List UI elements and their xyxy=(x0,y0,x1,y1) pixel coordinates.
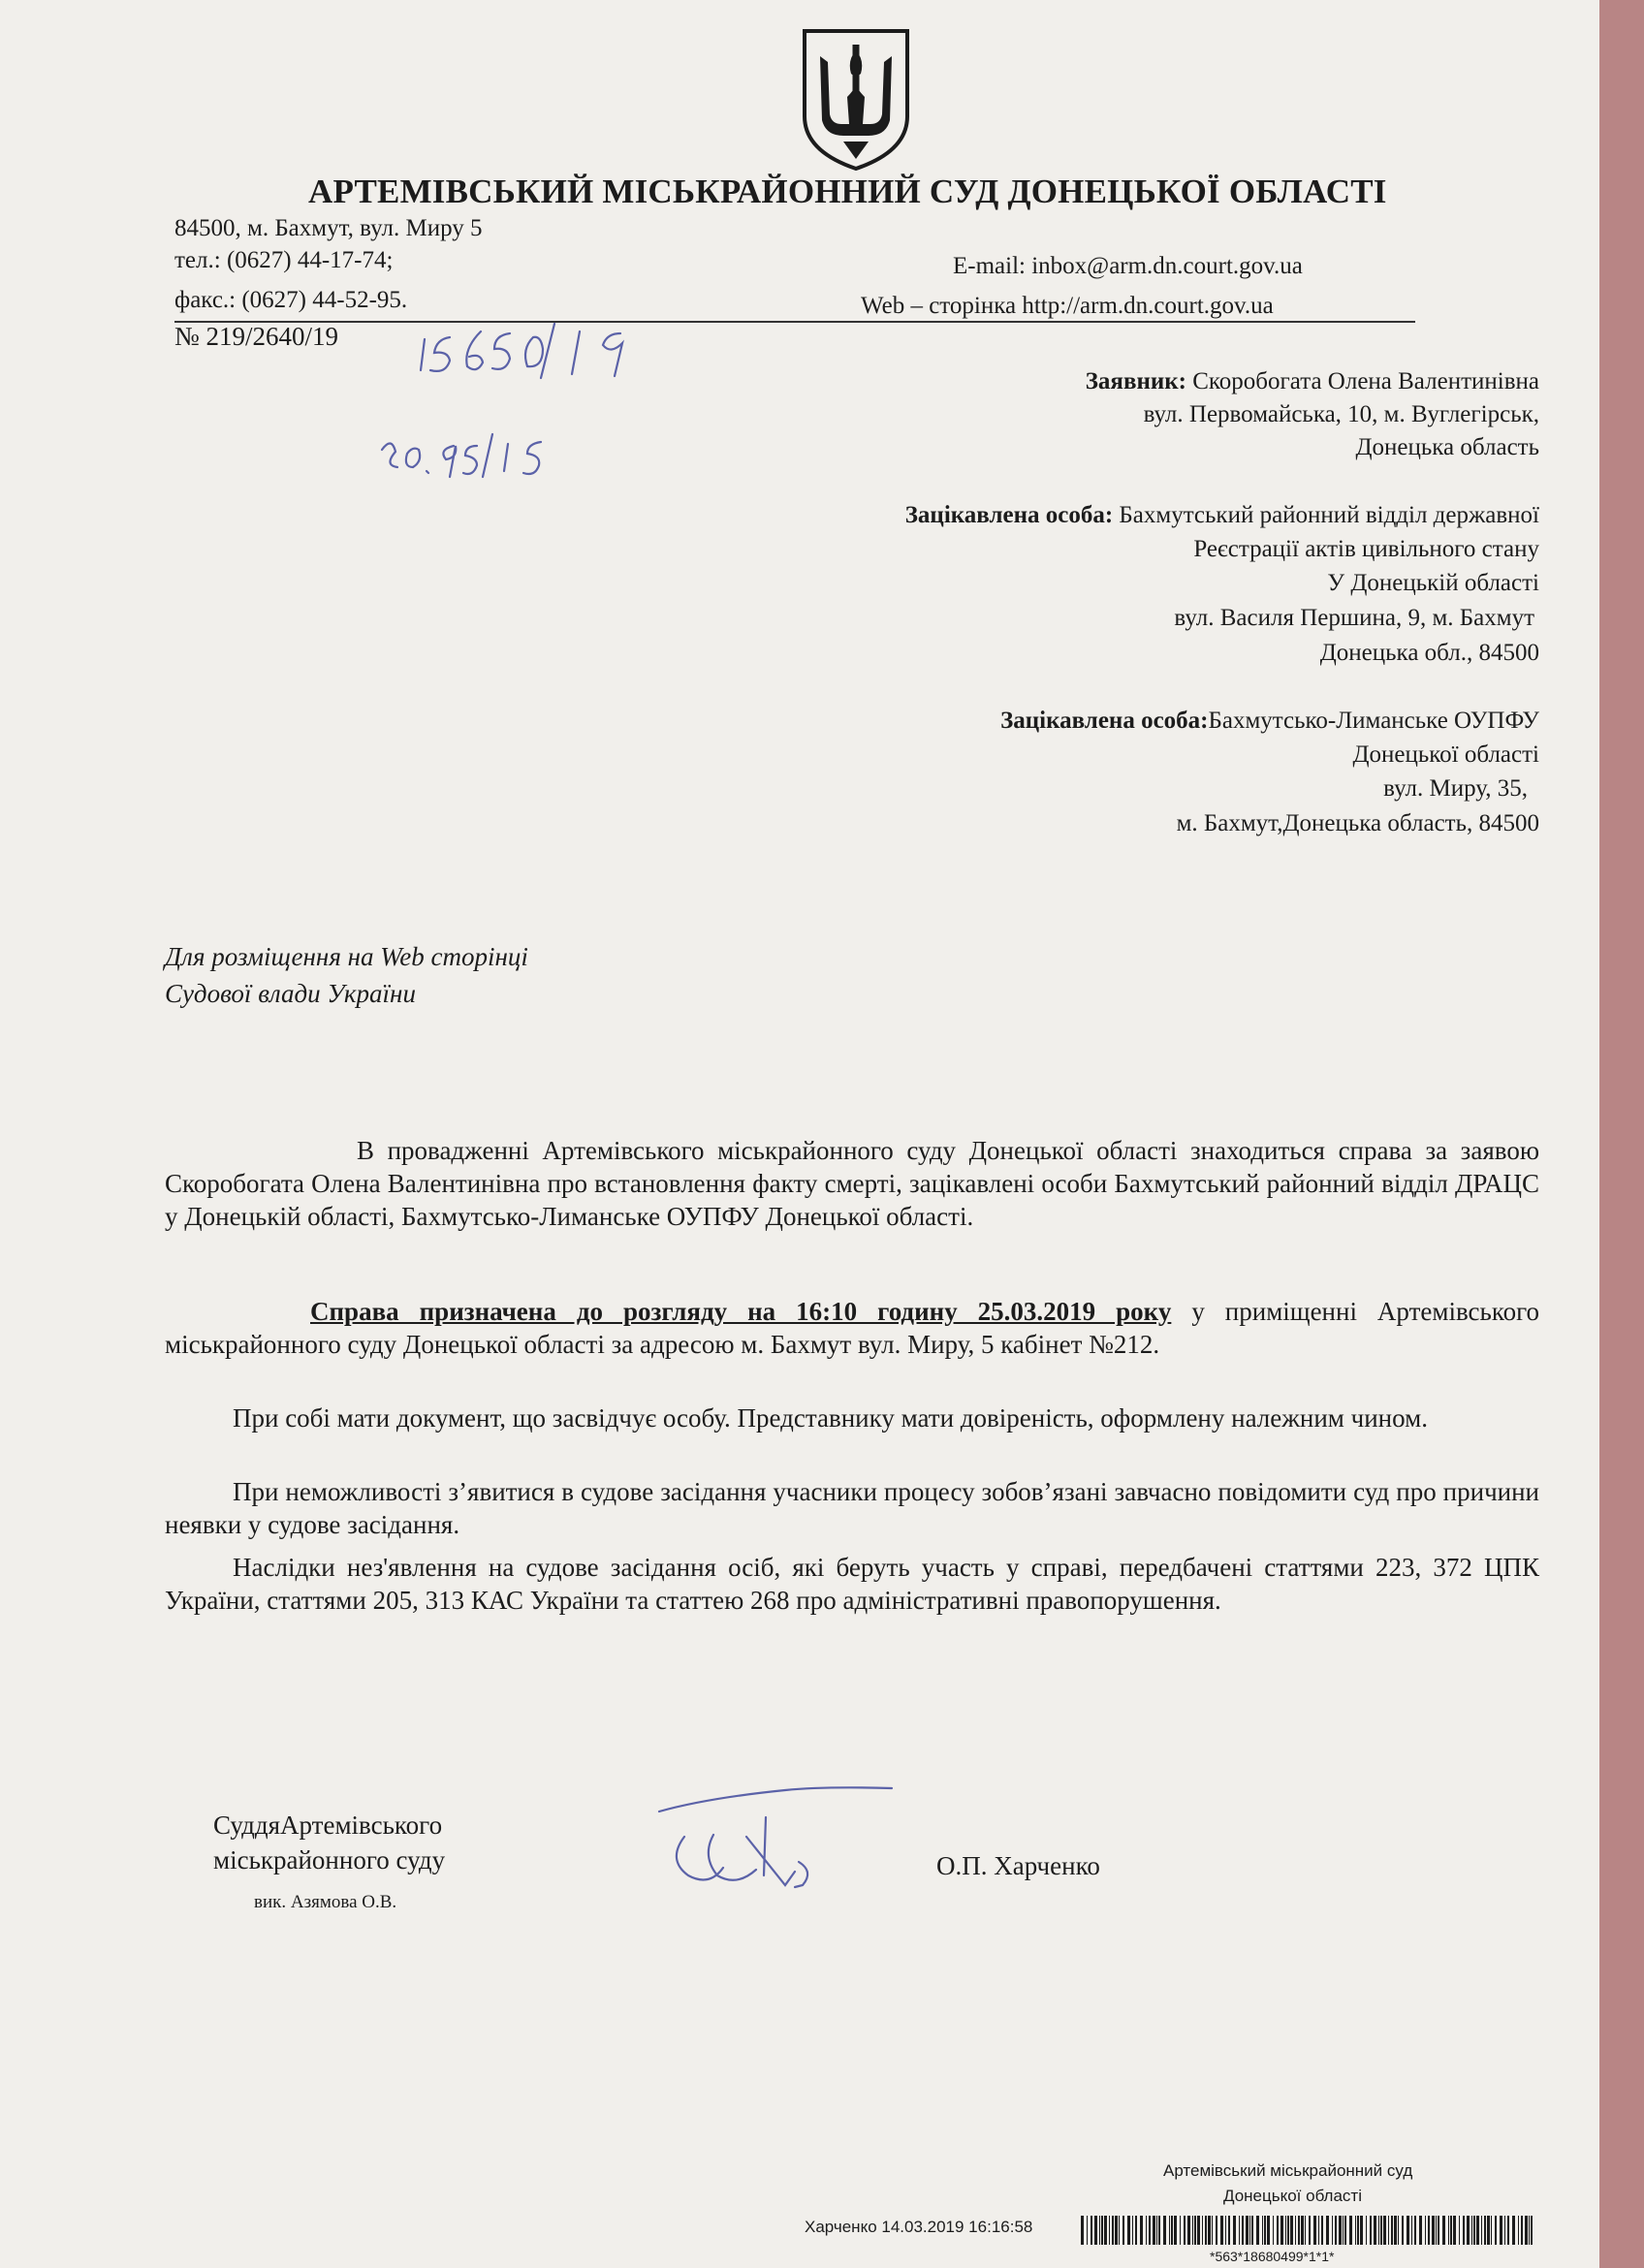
body-paragraph-4: При неможливості з’явитися в судове засідання учасники процесу зобов’язані завчасно повідомити суд про причини неявки у судове засідання. xyxy=(165,1477,1539,1539)
court-name-heading: АРТЕМІВСЬКИЙ МІСЬКРАЙОННИЙ СУД ДОНЕЦЬКОЇ ОБЛАСТІ xyxy=(308,173,1387,210)
interested-party-1-line5: Донецька обл., 84500 xyxy=(1319,640,1539,666)
applicant-line xyxy=(1086,368,1539,395)
applicant-label: Заявник: xyxy=(1085,368,1186,394)
stamp-signed-by: Харченко 14.03.2019 16:16:58 xyxy=(805,2218,1033,2236)
hearing-date-notice: Справа призначена до розгляду на 16:10 годину 25.03.2019 року xyxy=(310,1297,1172,1326)
interested-party-1-label: Зацікавлена особа: xyxy=(904,502,1114,528)
applicant-name: Скоробогата Олена Валентинівна xyxy=(1192,368,1539,394)
executor-name: вик. Азямова О.В. xyxy=(254,1892,397,1912)
interested-party-1-line3: У Донецькій області xyxy=(1327,570,1539,596)
hearing-location: у приміщенні Артемівського міськрайонного суду Донецької області за адресою м. Бахмут вул. Миру, 5 кабінет №212. xyxy=(165,1297,1539,1359)
barcode-text: *563*18680499*1*1* xyxy=(1210,2249,1335,2264)
interested-party-2-org: Бахмутсько-Лиманське ОУПФУ xyxy=(1208,708,1539,734)
interested-party-2-line2: Донецької області xyxy=(1352,741,1539,768)
interested-party-2-line4: м. Бахмут,Донецька область, 84500 xyxy=(1176,810,1539,836)
header-divider xyxy=(174,321,1415,323)
court-address: 84500, м. Бахмут, вул. Миру 5 xyxy=(174,215,483,241)
body-paragraph-3: При собі мати документ, що засвідчує особу. Представнику мати довіреність, оформлену належним чином. xyxy=(233,1403,1428,1433)
publication-note-line1: Для розміщення на Web сторінці xyxy=(165,942,528,971)
coat-of-arms-icon xyxy=(801,27,911,171)
case-reference-number: № 219/2640/19 xyxy=(174,322,339,351)
applicant-address-line2: Донецька область xyxy=(1355,434,1539,460)
judge-title-line2: міськрайонного суду xyxy=(213,1845,446,1874)
publication-note-line2: Судової влади України xyxy=(165,979,416,1008)
judge-title-line1: СуддяАртемівського xyxy=(213,1811,443,1840)
judge-signature xyxy=(649,1779,901,1905)
stamp-court-line2: Донецької області xyxy=(1223,2187,1362,2205)
interested-party-2-line1 xyxy=(1000,708,1539,735)
interested-party-1-org: Бахмутський районний відділ державної xyxy=(1119,502,1539,528)
barcode-icon xyxy=(1081,2216,1536,2245)
court-website: Web – сторінка http://arm.dn.court.gov.ua xyxy=(861,293,1274,319)
handwritten-date xyxy=(376,417,570,485)
court-fax: факс.: (0627) 44-52-95. xyxy=(174,287,408,313)
court-phone: тел.: (0627) 44-17-74; xyxy=(174,247,394,273)
body-paragraph-5: Наслідки нез'явлення на судове засідання осіб, які беруть участь у справі, передбачені статтями 223, 372 ЦПК України, статтями 205, 313 КАС України та статтею 268 про адміністративні правопорушення. xyxy=(165,1553,1539,1615)
handwritten-registration-number xyxy=(417,310,659,397)
interested-party-2-line3: вул. Миру, 35, xyxy=(1383,775,1528,802)
applicant-address-line1: вул. Первомайська, 10, м. Вуглегірськ, xyxy=(1143,401,1539,427)
body-paragraph-2 xyxy=(165,1295,1539,1361)
body-paragraph-1: В провадженні Артемівського міськрайонного суду Донецької області знаходиться справа за заявою Скоробогата Олена Валентинівна про встановлення факту смерті, зацікавлені особи Бахмутський районний відділ ДРАЦС у Донецькій області, Бахмутсько-Лиманське ОУПФУ Донецької області. xyxy=(165,1136,1539,1231)
judge-name: О.П. Харченко xyxy=(936,1851,1100,1880)
scan-background-edge xyxy=(1599,0,1644,2268)
stamp-court-line1: Артемівський міськрайонний суд xyxy=(1163,2161,1413,2180)
interested-party-1-line4: вул. Василя Першина, 9, м. Бахмут xyxy=(1174,605,1534,631)
court-email: E-mail: inbox@arm.dn.court.gov.ua xyxy=(953,253,1303,279)
interested-party-1-line1 xyxy=(905,502,1539,529)
interested-party-1-line2: Реєстрації актів цивільного стану xyxy=(1193,536,1539,562)
interested-party-2-label: Зацікавлена особа: xyxy=(1000,708,1209,734)
